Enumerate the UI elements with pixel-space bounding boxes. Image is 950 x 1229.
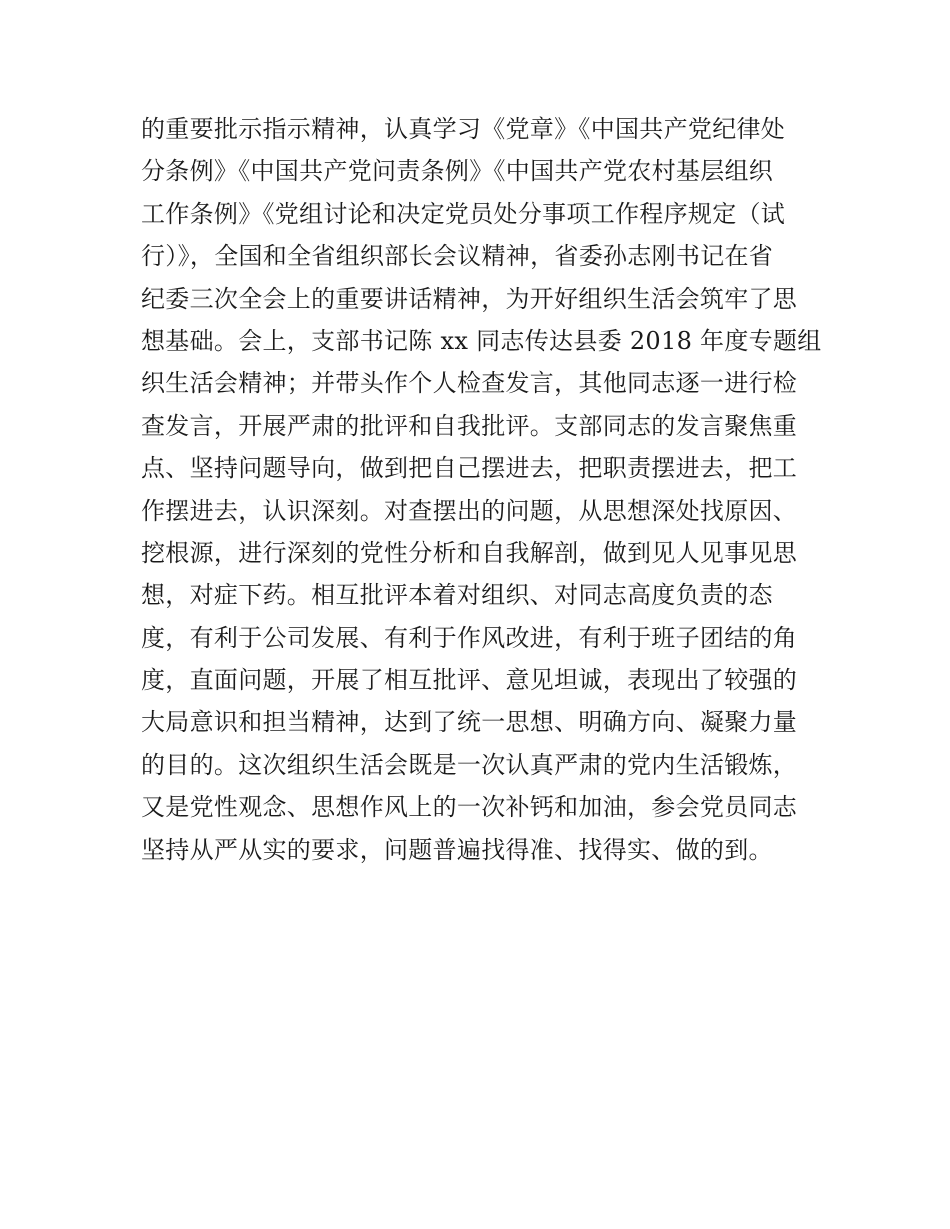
text-line: 想，对症下药。相互批评本着对组织、对同志高度负责的态 — [141, 581, 773, 610]
text-line: 又是党性观念、思想作风上的一次补钙和加油，参会党员同志 — [141, 793, 798, 822]
text-line: 织生活会精神；并带头作个人检查发言，其他同志逐一进行检 — [141, 369, 798, 398]
text-line: 作摆进去，认识深刻。对查摆出的问题，从思想深处找原因、 — [141, 496, 798, 525]
text-line: 点、坚持问题导向，做到把自己摆进去，把职责摆进去，把工 — [141, 454, 798, 483]
text-line: 查发言，开展严肃的批评和自我批评。支部同志的发言聚焦重 — [141, 411, 798, 440]
text-line: 纪委三次全会上的重要讲话精神，为开好组织生活会筑牢了思 — [141, 284, 798, 313]
text-line: 的目的。这次组织生活会既是一次认真严肃的党内生活锻炼， — [141, 750, 798, 779]
text-line: 行）》，全国和全省组织部长会议精神，省委孙志刚书记在省 — [141, 242, 774, 271]
text-line: 想基础。会上，支部书记陈 xx 同志传达县委 2018 年度专题组 — [141, 326, 822, 355]
text-line: 分条例》《中国共产党问责条例》《中国共产党农村基层组织 — [141, 157, 774, 186]
text-line: 的重要批示指示精神，认真学习《党章》《中国共产党纪律处 — [141, 115, 786, 143]
text-line: 度，直面问题，开展了相互批评、意见坦诚，表现出了较强的 — [141, 666, 798, 695]
body-paragraph — [141, 108, 821, 871]
text-line: 挖根源，进行深刻的党性分析和自我解剖，做到见人见事见思 — [141, 538, 798, 567]
text-line: 度，有利于公司发展、有利于作风改进，有利于班子团结的角 — [141, 623, 798, 652]
text-line: 坚持从严从实的要求，问题普遍找得准、找得实、做的到。 — [141, 835, 773, 864]
text-line: 工作条例》《党组讨论和决定党员处分事项工作程序规定（试 — [141, 199, 786, 228]
text-line: 大局意识和担当精神，达到了统一思想、明确方向、凝聚力量 — [141, 708, 798, 737]
